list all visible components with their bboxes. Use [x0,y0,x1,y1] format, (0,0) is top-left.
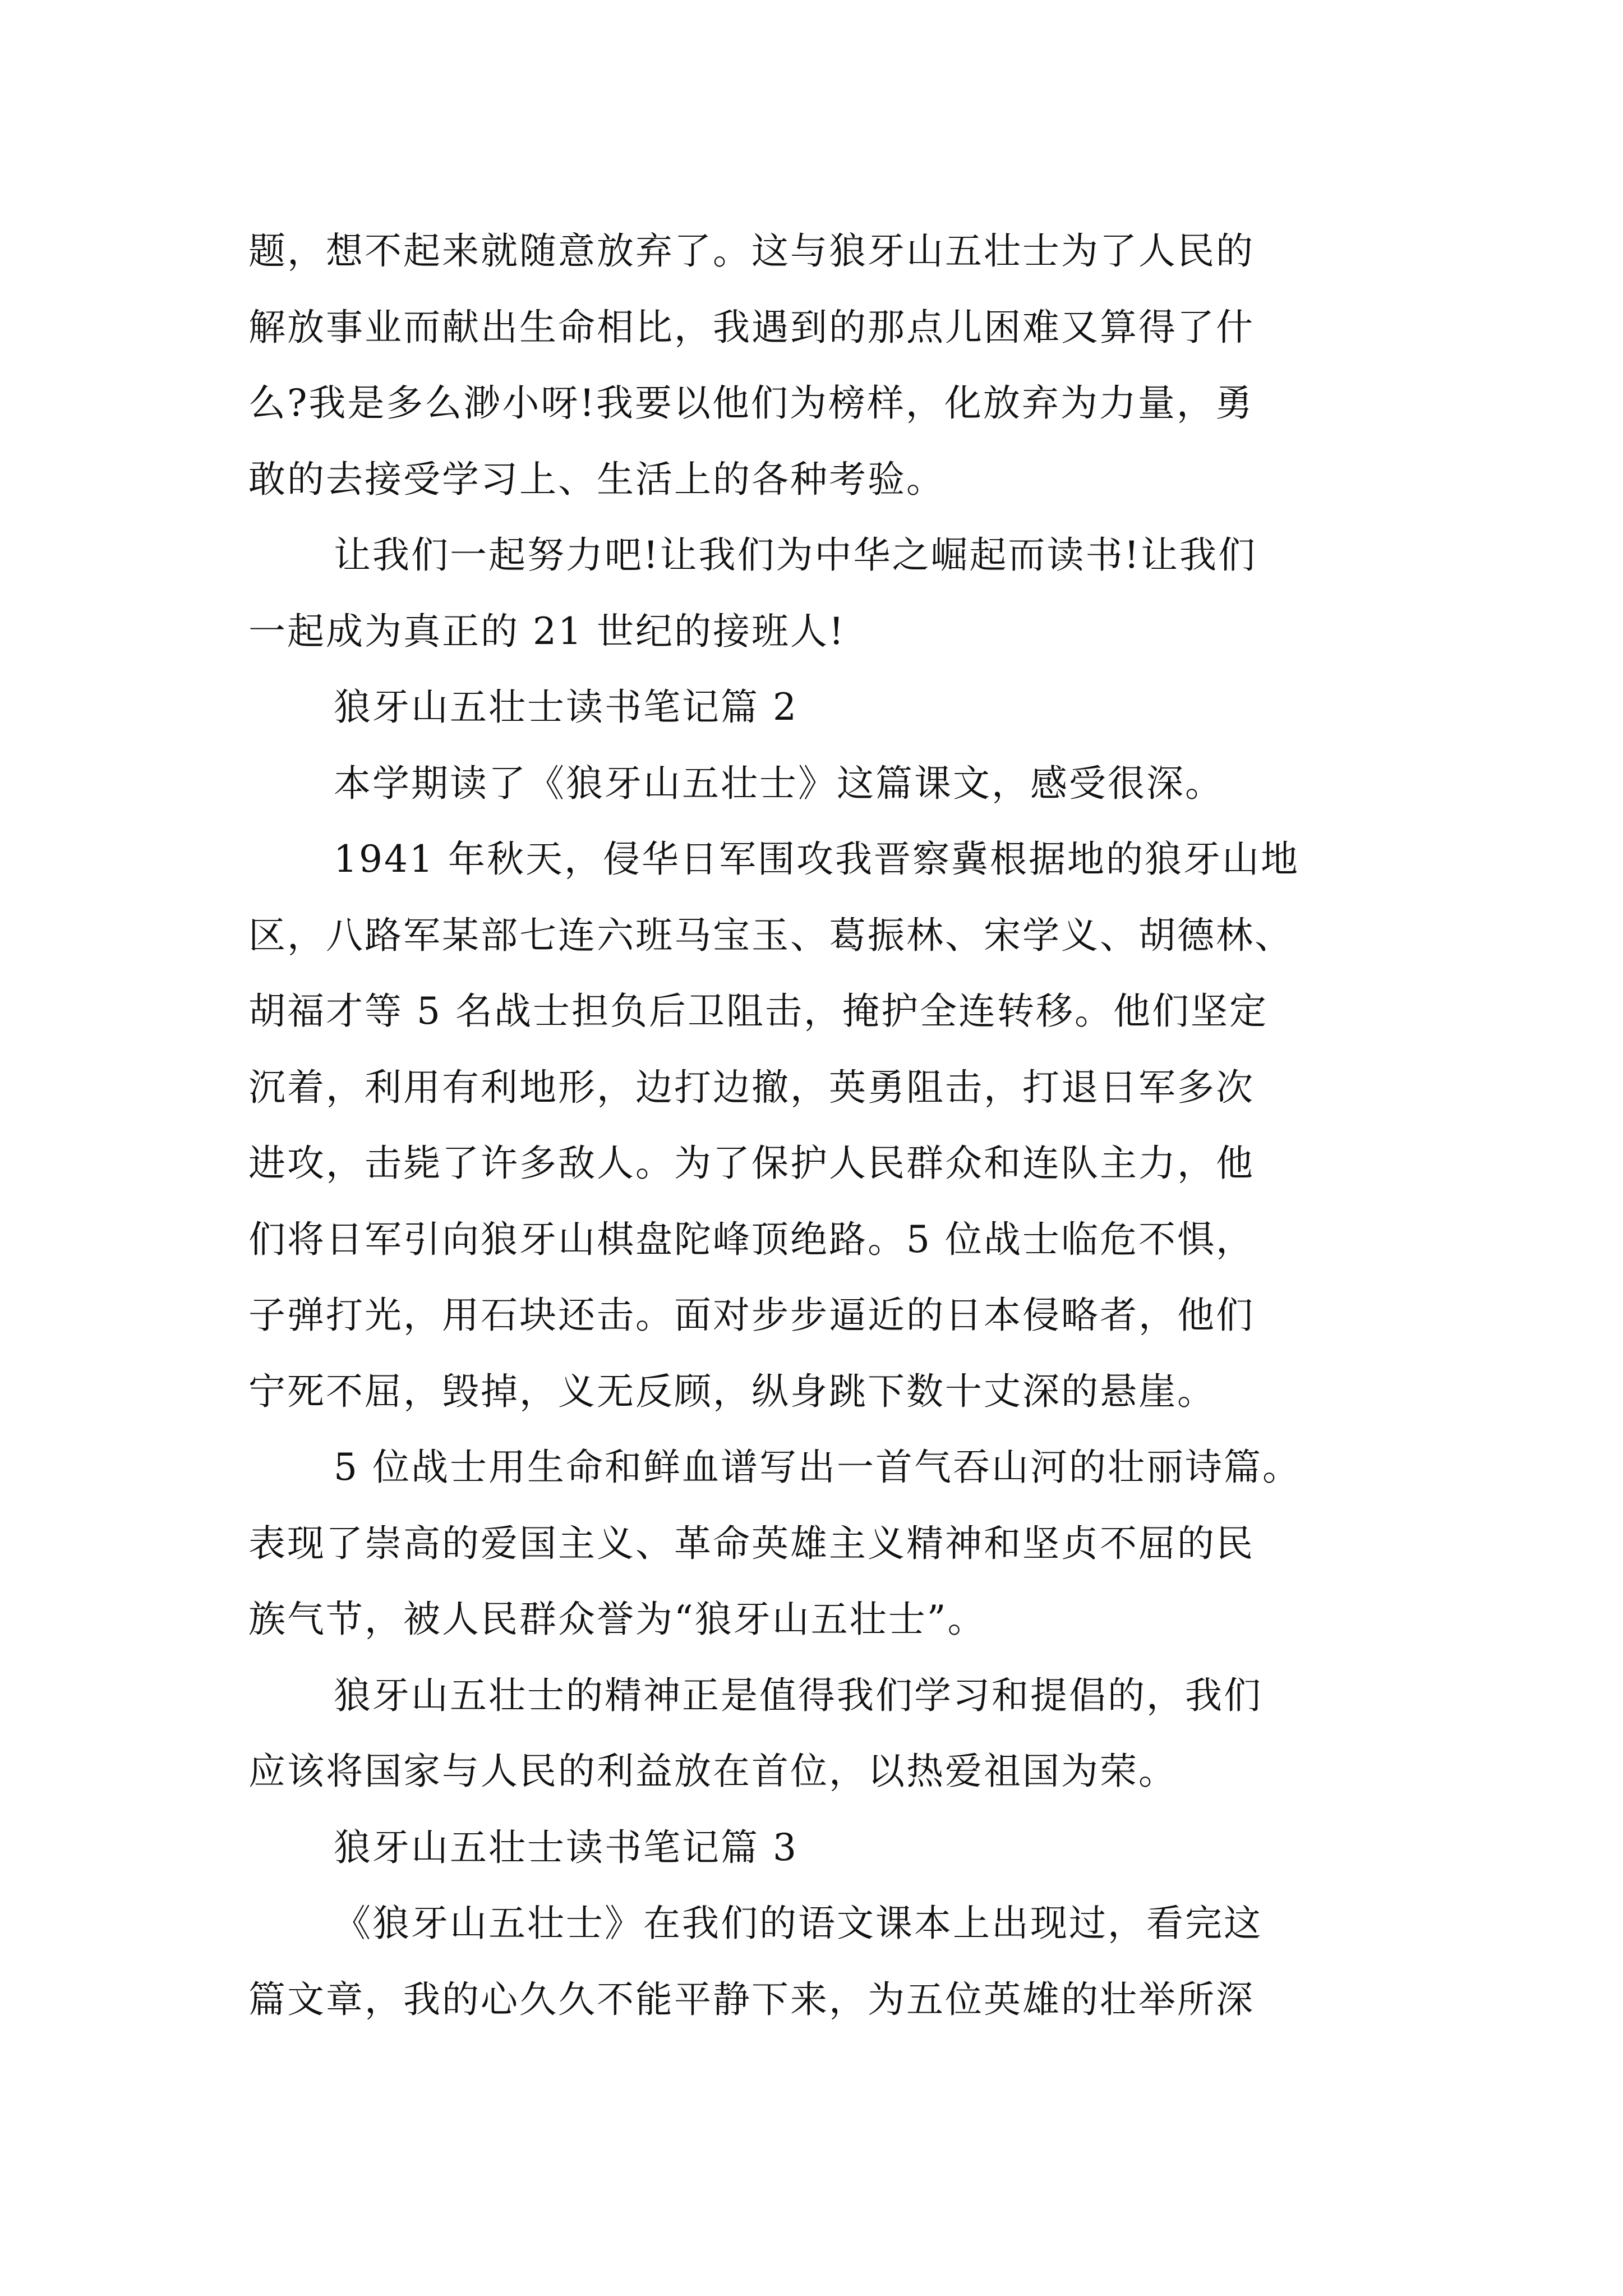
text-line: 族气节，被人民群众誉为“狼牙山五壮士”。 [248,1598,986,1641]
text-line: 让我们一起努力吧!让我们为中华之崛起而读书!让我们 [334,533,1257,577]
text-line: 本学期读了《狼牙山五壮士》这篇课文，感受很深。 [334,761,1224,805]
text-line: 解放事业而献出生命相比，我遇到的那点儿困难又算得了什 [248,305,1255,349]
text-line: 们将日军引向狼牙山棋盘陀峰顶绝路。5 位战士临危不惧， [248,1217,1255,1261]
document-body [248,213,1393,2037]
text-line: 进攻，击毙了许多敌人。为了保护人民群众和连队主力，他 [248,1142,1255,1185]
text-line: 子弹打光，用石块还击。面对步步逼近的日本侵略者，他们 [248,1294,1255,1337]
text-line: 《狼牙山五壮士》在我们的语文课本上出现过，看完这 [334,1902,1262,1945]
text-line: 狼牙山五壮士读书笔记篇 3 [334,1825,798,1869]
text-line: 沉着，利用有利地形，边打边撤，英勇阻击，打退日军多次 [248,1065,1255,1109]
text-line: 胡福才等 5 名战士担负后卫阻击，掩护全连转移。他们坚定 [248,990,1268,1033]
text-line: 表现了崇高的爱国主义、革命英雄主义精神和坚贞不屈的民 [248,1521,1255,1565]
text-line: 应该将国家与人民的利益放在首位，以热爱祖国为荣。 [248,1750,1177,1793]
text-line: 篇文章，我的心久久不能平静下来，为五位英雄的壮举所深 [248,1977,1255,2021]
text-line: 宁死不屈，毁掉，义无反顾，纵身跳下数十丈深的悬崖。 [248,1369,1216,1413]
text-line: 5 位战士用生命和鲜血谱写出一首气吞山河的壮丽诗篇。 [334,1446,1301,1489]
text-line: 题，想不起来就随意放弃了。这与狼牙山五壮士为了人民的 [248,229,1255,273]
text-line: 狼牙山五壮士的精神正是值得我们学习和提倡的，我们 [334,1673,1262,1717]
text-line: 敢的去接受学习上、生活上的各种考验。 [248,457,945,501]
text-line: 么?我是多么渺小呀!我要以他们为榜样，化放弃为力量，勇 [248,381,1254,425]
text-line: 狼牙山五壮士读书笔记篇 2 [334,685,798,729]
text-line: 1941 年秋天，侵华日军围攻我晋察冀根据地的狼牙山地 [334,838,1299,881]
text-line: 区，八路军某部七连六班马宝玉、葛振林、宋学义、胡德林、 [248,913,1293,957]
text-line: 一起成为真正的 21 世纪的接班人! [248,609,846,653]
